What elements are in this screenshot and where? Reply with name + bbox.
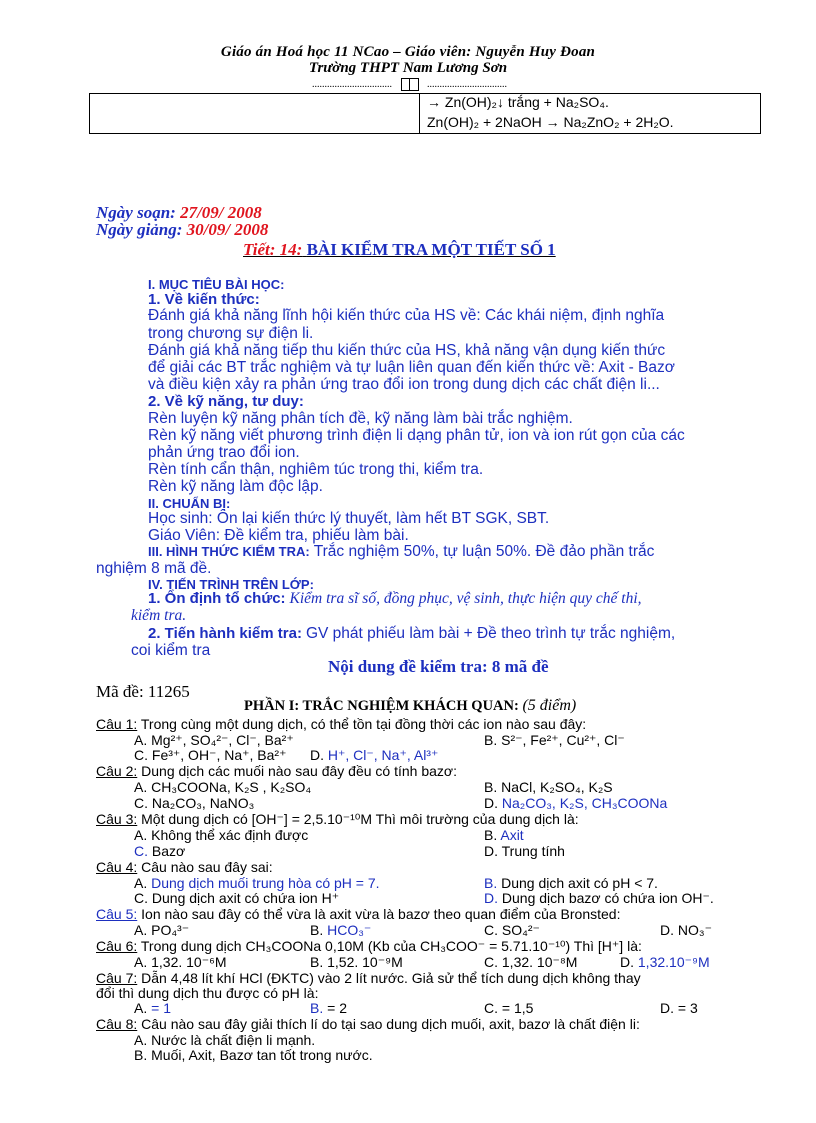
- book-icon: [401, 78, 419, 91]
- q3-option-b: [484, 827, 524, 843]
- header-dots-right: ................................: [427, 78, 507, 90]
- q7-option-a: [134, 1000, 171, 1016]
- q3-option-c-text: Bazơ: [151, 843, 186, 859]
- skill-3: Rèn tính cẩn thận, nghiêm túc trong thi, kiểm tra.: [148, 461, 484, 478]
- step-2-label: 2. Tiến hành kiểm tra:: [148, 625, 302, 642]
- q3-option-c: [134, 843, 185, 859]
- q5-option-a: A. PO₄³⁻: [134, 922, 190, 938]
- q7-option-a-text: = 1: [151, 1000, 171, 1016]
- q1-option-b: B. S²⁻, Fe²⁺, Cu²⁺, Cl⁻: [484, 732, 625, 748]
- equation-1: → Zn(OH)₂↓ trắng + Na₂SO₄.: [427, 94, 609, 110]
- question-8-label: Câu 8:: [96, 1016, 138, 1032]
- question-5: [96, 906, 620, 922]
- q1-option-c: C. Fe³⁺, OH⁻, Na⁺, Ba²⁺: [134, 747, 287, 763]
- equation-2: Zn(OH)₂ + 2NaOH → Na₂ZnO₂ + 2H₂O.: [427, 114, 674, 130]
- question-2-text: Dung dịch các muối nào sau đây đều có tính bazơ:: [141, 763, 457, 779]
- step-1-text-b: kiểm tra.: [131, 607, 187, 624]
- q6-option-a: A. 1,32. 10⁻⁶M: [134, 954, 227, 970]
- q4-option-a: [134, 875, 380, 891]
- question-6-label: Câu 6:: [96, 938, 138, 954]
- q2-option-c: C. Na₂CO₃, NaNO₃: [134, 795, 255, 811]
- q4-option-b-text: Dung dịch axit có pH < 7.: [501, 875, 658, 891]
- question-1-text: Trong cùng một dung dịch, có thể tồn tại đồng thời các ion nào sau đây:: [140, 716, 587, 732]
- q2-option-b: B. NaCl, K₂SO₄, K₂S: [484, 779, 613, 795]
- q8-option-a: A. Nước là chất điện li mạnh.: [134, 1032, 316, 1048]
- q4-option-b-label: B.: [484, 875, 498, 891]
- question-2-label: Câu 2:: [96, 763, 138, 779]
- question-7-text-2: đổi thì dung dịch thu được có pH là:: [96, 985, 319, 1001]
- question-3: [96, 811, 579, 828]
- q4-option-d-text: Dung dịch bazơ có chứa ion OH⁻.: [501, 890, 714, 906]
- q1-option-d-text: H⁺, Cl⁻, Na⁺, Al³⁺: [327, 747, 439, 763]
- step-2-text-b: coi kiểm tra: [131, 642, 211, 659]
- lesson-label: Tiết: 14:: [243, 240, 303, 259]
- q5-option-c: C. SO₄²⁻: [484, 922, 540, 938]
- question-5-label: Câu 5:: [96, 906, 138, 922]
- q6-option-c: C. 1,32. 10⁻⁸M: [484, 954, 578, 970]
- date-giang-value: 30/09/ 2008: [186, 220, 269, 239]
- q2-option-d: [484, 795, 667, 811]
- section-3-heading: III. HÌNH THỨC KIỂM TRA:: [148, 544, 310, 559]
- step-1-label: 1. Ổn định tổ chức:: [148, 590, 286, 607]
- q2-option-d-label: D.: [484, 795, 498, 811]
- step-1: [148, 590, 642, 608]
- q7-option-b-label: B.: [310, 1000, 324, 1016]
- lesson-name: BÀI KIỂM TRA MỘT TIẾT SỐ 1: [306, 240, 556, 259]
- prep-teacher: Giáo Viên: Đề kiểm tra, phiếu làm bài.: [148, 527, 409, 544]
- q4-option-d: [484, 890, 714, 907]
- q5-option-d: D. NO₃⁻: [660, 922, 712, 938]
- section-1-sub-2: 2. Về kỹ năng, tư duy:: [148, 393, 304, 410]
- q5-option-b-label: B.: [310, 922, 324, 938]
- prep-student: Học sinh: Ôn lại kiến thức lý thuyết, làm hết BT SGK, SBT.: [148, 510, 550, 527]
- section-3-text-b: nghiệm 8 mã đề.: [96, 560, 212, 577]
- date-giang: [96, 220, 268, 240]
- q5-option-b-text: HCO₃⁻: [327, 922, 372, 938]
- part-1-points: (5 điểm): [522, 697, 577, 714]
- step-2-text-a: GV phát phiếu làm bài + Đề theo trình tự trắc nghiệm,: [305, 625, 676, 642]
- header-line-1: Giáo án Hoá học 11 NCao – Giáo viên: Nguyễn Huy Đoan: [220, 44, 596, 60]
- q7-option-a-label: A.: [134, 1000, 148, 1016]
- question-7-text: Dẫn 4,48 lít khí HCl (ĐKTC) vào 2 lít nước. Giả sử thể tích dung dịch không thay: [141, 970, 641, 986]
- objective-1a: Đánh giá khả năng lĩnh hội kiến thức của HS về: Các khái niệm, định nghĩa: [148, 307, 665, 324]
- section-4-heading: IV. TIẾN TRÌNH TRÊN LỚP:: [148, 577, 314, 592]
- skill-1: Rèn luyện kỹ năng phân tích đề, kỹ năng làm bài trắc nghiệm.: [148, 410, 573, 427]
- section-3-text-a: Trắc nghiệm 50%, tự luận 50%. Đề đảo phần trắc: [313, 543, 655, 560]
- q4-option-d-label: D.: [484, 890, 498, 906]
- question-4-label: Câu 4:: [96, 859, 138, 875]
- question-1-label: Câu 1:: [96, 716, 138, 732]
- q3-option-a: A. Không thể xác định được: [134, 827, 309, 843]
- step-1-text-a: Kiểm tra sĩ số, đồng phục, vệ sinh, thực hiện quy chế thi,: [289, 590, 642, 607]
- q7-option-b: [310, 1000, 347, 1016]
- section-1-sub-1: 1. Về kiến thức:: [148, 291, 260, 308]
- question-8: [96, 1016, 640, 1032]
- q6-option-d: [620, 954, 710, 971]
- question-4-text: Câu nào sau đây sai:: [141, 859, 273, 875]
- header-dots-left: ................................: [312, 78, 392, 90]
- q3-option-b-text: Axit: [500, 827, 524, 843]
- q2-option-a: A. CH₃COONa, K₂S , K₂SO₄: [134, 779, 312, 795]
- question-8-text: Câu nào sau đây giải thích lí do tại sao dung dịch muối, axit, bazơ là chất điện li:: [141, 1016, 640, 1032]
- q7-option-b-text: = 2: [327, 1000, 347, 1016]
- header-line-2: Trường THPT Nam Lương Sơn: [308, 60, 508, 76]
- question-2: [96, 763, 457, 779]
- part-1-title: [244, 697, 576, 715]
- part-1-label: PHẦN I: TRẮC NGHIỆM KHÁCH QUAN:: [244, 698, 519, 714]
- section-3: [148, 543, 654, 561]
- q8-option-b: B. Muối, Axit, Bazơ tan tốt trong nước.: [134, 1047, 373, 1063]
- date-giang-label: Ngày giảng:: [96, 220, 183, 239]
- q5-option-b: [310, 922, 371, 939]
- q6-option-d-label: D.: [620, 954, 634, 970]
- objective-2b: để giải các BT trắc nghiệm và tự luận liên quan đến kiến thức về: Axit - Bazơ: [148, 359, 675, 376]
- skill-2b: phản ứng trao đổi ion.: [148, 444, 300, 461]
- header-divider: [312, 78, 507, 91]
- objective-2a: Đánh giá khả năng tiếp thu kiến thức của HS, khả năng vận dụng kiến thức: [148, 342, 666, 359]
- q7-option-c: C. = 1,5: [484, 1000, 534, 1016]
- q6-option-d-text: 1,32.10⁻⁹M: [637, 954, 710, 970]
- q1-option-a: A. Mg²⁺, SO₄²⁻, Cl⁻, Ba²⁺: [134, 732, 294, 748]
- q6-option-b: B. 1,52. 10⁻⁹M: [310, 954, 403, 970]
- question-6-text: Trong dung dịch CH₃COONa 0,10M (Kb của CH₃COO⁻ = 5.71.10⁻¹⁰) Thì [H⁺] là:: [140, 938, 642, 954]
- question-5-text: Ion nào sau đây có thể vừa là axit vừa là bazơ theo quan điểm của Bronsted:: [141, 906, 621, 922]
- step-2: [148, 625, 675, 643]
- q3-option-b-label: B.: [484, 827, 498, 843]
- q1-option-d-label: D.: [310, 747, 324, 763]
- q4-option-a-text: Dung dịch muối trung hòa có pH = 7.: [151, 875, 380, 891]
- question-3-label: Câu 3:: [96, 811, 138, 827]
- q4-option-a-label: A.: [134, 875, 148, 891]
- skill-4: Rèn kỹ năng làm độc lập.: [148, 478, 323, 495]
- objective-1b: trong chương sự điện li.: [148, 325, 314, 342]
- section-2-heading: II. CHUẨN BỊ:: [148, 496, 231, 511]
- question-7: [96, 970, 641, 986]
- table-continuation: [89, 93, 761, 134]
- q3-option-d: D. Trung tính: [484, 843, 565, 859]
- exam-code: Mã đề: 11265: [96, 682, 190, 701]
- table-divider: [419, 94, 420, 133]
- date-soan-label: Ngày soạn:: [96, 203, 176, 222]
- question-6: [96, 938, 642, 955]
- question-3-text: Một dung dịch có [OH⁻] = 2,5.10⁻¹⁰M Thì môi trường của dung dịch là:: [141, 811, 579, 827]
- lesson-title: [243, 240, 556, 260]
- date-soan-value: 27/09/ 2008: [180, 203, 262, 222]
- question-4: [96, 859, 273, 875]
- q3-option-c-label: C.: [134, 843, 148, 859]
- content-title: Nội dung đề kiểm tra: 8 mã đề: [328, 657, 549, 676]
- objective-2c: và điều kiện xảy ra phản ứng trao đổi ion trong dung dịch các chất điện li...: [148, 376, 660, 393]
- skill-2a: Rèn kỹ năng viết phương trình điện li dạng phân tử, ion và ion rút gọn của các: [148, 427, 685, 444]
- q2-option-d-text: Na₂CO₃, K₂S, CH₃COONa: [501, 795, 668, 811]
- section-1-heading: I. MỤC TIÊU BÀI HỌC:: [148, 277, 285, 292]
- question-7-label: Câu 7:: [96, 970, 138, 986]
- q4-option-b: [484, 875, 658, 891]
- q1-option-d: [310, 747, 438, 764]
- question-1: [96, 716, 586, 732]
- q7-option-d: D. = 3: [660, 1000, 698, 1016]
- q4-option-c: C. Dung dịch axit có chứa ion H⁺: [134, 890, 340, 906]
